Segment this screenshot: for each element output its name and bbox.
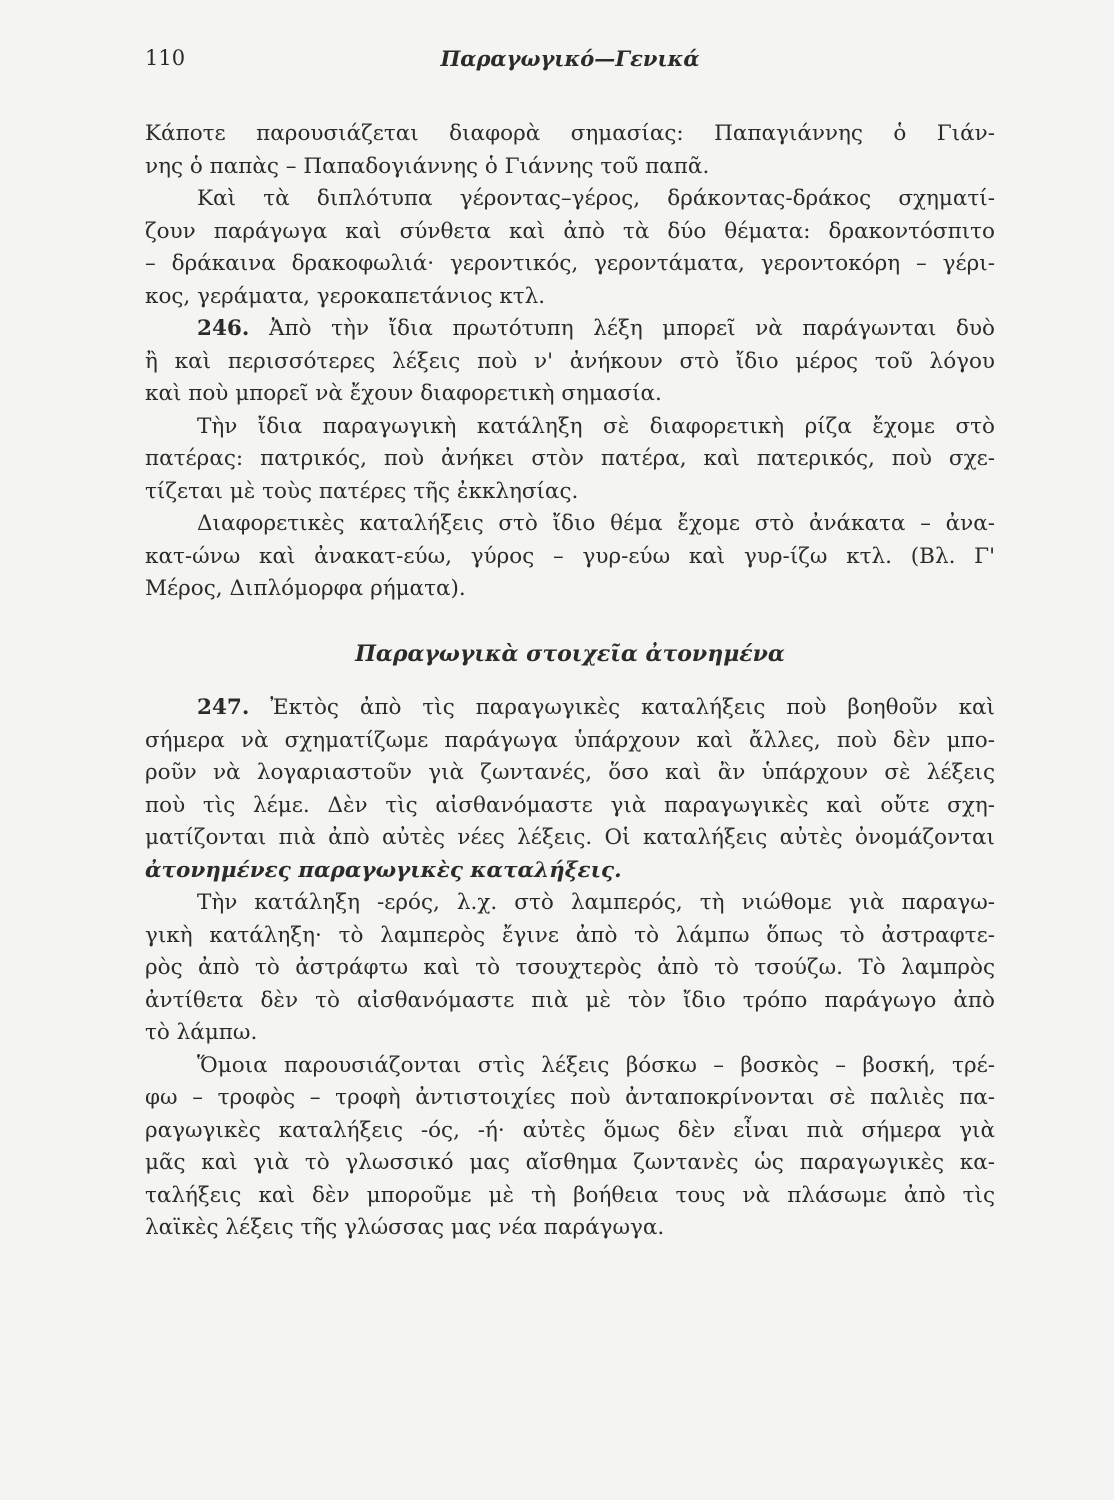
text-line: μᾶς καὶ γιὰ τὸ γλωσσικό μας αἴσθημα ζωντανὲς ὡς παραγωγικὲς κα- xyxy=(145,1150,995,1175)
text-line: καὶ ποὺ μπορεῖ νὰ ἔχουν διαφορετικὴ σημασία. xyxy=(145,381,662,406)
text-line: Μέρος, Διπλόμορφα ρήματα). xyxy=(145,576,466,601)
paragraph-number: 246. xyxy=(197,316,250,341)
text-line: ἢ καὶ περισσότερες λέξεις ποὺ ν' ἀνήκουν στὸ ἴδιο μέρος τοῦ λόγου xyxy=(145,348,995,374)
text-line: ζουν παράγωγα καὶ σύνθετα καὶ ἀπὸ τὰ δύο θέματα: δρακοντόσπιτο xyxy=(145,218,995,244)
text-line: τίζεται μὲ τοὺς πατέρες τῆς ἐκκλησίας. xyxy=(145,478,579,504)
text-line: ἀτονημένες παραγωγικὲς καταλήξεις. xyxy=(145,857,622,883)
paragraph-247-first-line xyxy=(145,692,995,725)
text-line: Ὅμοια παρουσιάζονται στὶς λέξεις βόσκω – βοσκὸς – βοσκή, τρέ- xyxy=(197,1052,995,1078)
page-header xyxy=(145,44,995,78)
text-line: σήμερα νὰ σχηματίζωμε παράγωγα ὑπάρχουν καὶ ἄλλες, ποὺ δὲν μπο- xyxy=(145,727,995,753)
text-line: ρὸς ἀπὸ τὸ ἀστράφτω καὶ τὸ τσουχτερὸς ἀπὸ τὸ τσούζω. Τὸ λαμπρὸς xyxy=(145,955,995,980)
text-line: Ἀπὸ τὴν ἴδια πρωτότυπη λέξη μπορεῖ νὰ παράγωνται δυὸ xyxy=(268,316,995,341)
text-line: κατ-ώνω καὶ ἀνακατ-εύω, γύρος – γυρ-εύω καὶ γυρ-ίζω κτλ. (Βλ. Γ' xyxy=(145,543,995,569)
text-line: Διαφορετικὲς καταλήξεις στὸ ἴδιο θέμα ἔχομε στὸ ἀνάκατα – ἀνα- xyxy=(197,511,995,536)
running-title: Παραγωγικό—Γενικά xyxy=(440,46,700,71)
paragraph-number: 247. xyxy=(197,695,250,720)
text-line: ραγωγικὲς καταλήξεις -ός, -ή· αὐτὲς ὅμως δὲν εἶναι πιὰ σήμερα γιὰ xyxy=(145,1117,995,1143)
page-number: 110 xyxy=(145,46,186,70)
text-line: ροῦν νὰ λογαριαστοῦν γιὰ ζωντανές, ὅσο καὶ ἂν ὑπάρχουν σὲ λέξεις xyxy=(145,760,995,785)
text-line: τὸ λάμπω. xyxy=(145,1020,258,1045)
text-line: λαϊκὲς λέξεις τῆς γλώσσας μας νέα παράγωγα. xyxy=(145,1215,665,1240)
text-line: Κάποτε παρουσιάζεται διαφορὰ σημασίας: Παπαγιάννης ὁ Γιάν- xyxy=(145,121,995,146)
text-line: Τὴν ἴδια παραγωγικὴ κατάληξη σὲ διαφορετικὴ ρίζα ἔχομε στὸ xyxy=(197,413,995,439)
text-line: ματίζονται πιὰ ἀπὸ αὐτὲς νέες λέξεις. Οἱ καταλήξεις αὐτὲς ὀνομάζονται xyxy=(145,825,995,850)
body-text xyxy=(145,118,995,1245)
text-line: ἀντίθετα δὲν τὸ αἰσθανόμαστε πιὰ μὲ τὸν ἴδιο τρόπο παράγωγο ἀπὸ xyxy=(145,987,995,1013)
paragraph-246-first-line xyxy=(145,313,995,346)
text-line: κος, γεράματα, γεροκαπετάνιος κτλ. xyxy=(145,283,546,309)
section-heading: Παραγωγικὰ στοιχεῖα ἀτονημένα xyxy=(355,640,785,667)
text-line: – δράκαινα δρακοφωλιά· γεροντικός, γεροντάματα, γεροντοκόρη – γέρι- xyxy=(145,251,995,276)
text-line: γικὴ κατάληξη· τὸ λαμπερὸς ἔγινε ἀπὸ τὸ λάμπω ὅπως τὸ ἀστραφτε- xyxy=(145,922,995,948)
text-line: Τὴν κατάληξη -ερός, λ.χ. στὸ λαμπερός, τὴ νιώθομε γιὰ παραγω- xyxy=(197,890,995,915)
text-line: Ἐκτὸς ἀπὸ τὶς παραγωγικὲς καταλήξεις ποὺ βοηθοῦν καὶ xyxy=(270,695,995,720)
text-line: πατέρας: πατρικός, ποὺ ἀνήκει στὸν πατέρα, καὶ πατερικός, ποὺ σχε- xyxy=(145,446,995,471)
text-line: φω – τροφὸς – τροφὴ ἀντιστοιχίες ποὺ ἀνταποκρίνονται σὲ παλιὲς πα- xyxy=(145,1085,995,1110)
text-line: ταλήξεις καὶ δὲν μποροῦμε μὲ τὴ βοήθεια τους νὰ πλάσωμε ἀπὸ τὶς xyxy=(145,1182,995,1208)
text-line: ποὺ τὶς λέμε. Δὲν τὶς αἰσθανόμαστε γιὰ παραγωγικὲς καὶ οὔτε σχη- xyxy=(145,792,995,818)
text-line: νης ὁ παπὰς – Παπαδογιάννης ὁ Γιάννης τοῦ παπᾶ. xyxy=(145,153,710,179)
text-line: Καὶ τὰ διπλότυπα γέροντας–γέρος, δράκοντας-δράκος σχηματί- xyxy=(197,186,995,211)
